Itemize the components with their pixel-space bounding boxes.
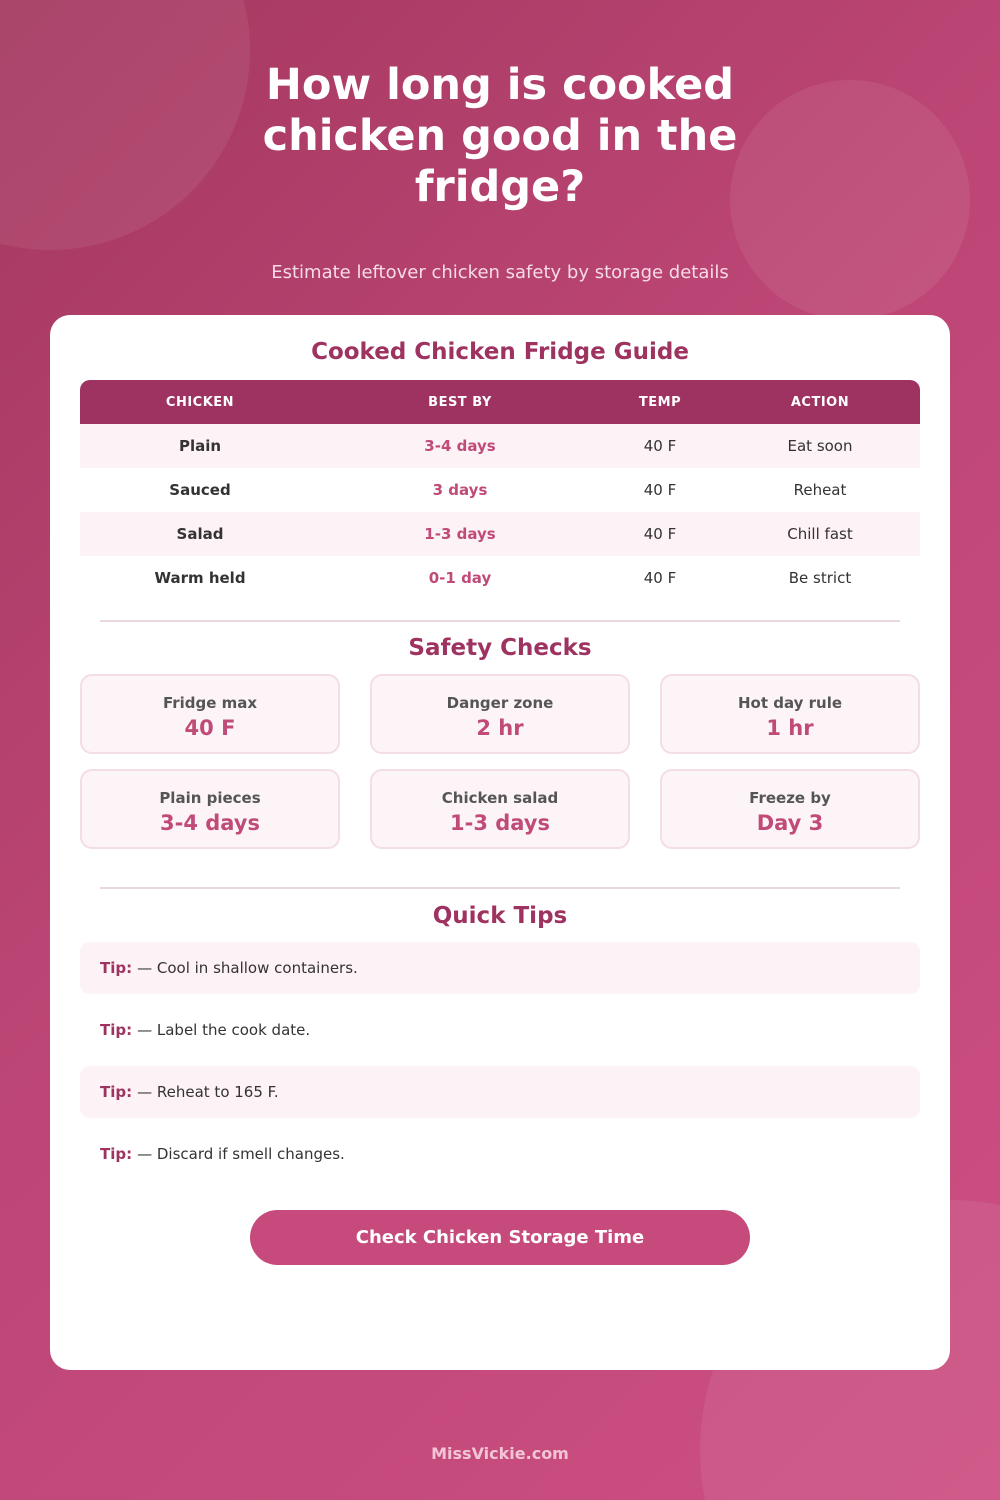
- column-header-best-by: BEST BY: [428, 394, 492, 410]
- cell-temp: 40 F: [643, 437, 677, 455]
- tip-text: — Cool in shallow containers.: [137, 959, 358, 977]
- guide-heading: Cooked Chicken Fridge Guide: [311, 339, 689, 365]
- check-storage-time-button[interactable]: Check Chicken Storage Time: [250, 1210, 750, 1265]
- column-header-chicken: CHICKEN: [165, 394, 235, 410]
- stat-card-plain-pieces: [80, 769, 340, 849]
- stat-card-hot-day-rule: [660, 674, 920, 754]
- cell-action: Eat soon: [787, 437, 853, 455]
- tip-label: Tip:: [100, 1021, 133, 1039]
- stat-card-chicken-salad: [370, 769, 630, 849]
- stat-value: 1-3 days: [450, 811, 550, 835]
- stat-label: Chicken salad: [441, 789, 559, 807]
- stat-label: Danger zone: [446, 694, 554, 712]
- stat-card-danger-zone: [370, 674, 630, 754]
- tip-text: — Discard if smell changes.: [137, 1145, 345, 1163]
- stat-card-freeze-by: [660, 769, 920, 849]
- cell-temp: 40 F: [643, 525, 677, 543]
- stat-value: 40 F: [184, 716, 236, 740]
- background-circle: [730, 80, 970, 320]
- section-divider: [100, 620, 900, 622]
- tip-item: [80, 1128, 920, 1180]
- page-subtitle: Estimate leftover chicken safety by storage details: [271, 262, 729, 283]
- cell-chicken: Sauced: [169, 481, 231, 499]
- tip-item: [80, 1004, 920, 1056]
- tip-label: Tip:: [100, 1083, 133, 1101]
- fridge-guide-table: [80, 380, 920, 600]
- tip-label: Tip:: [100, 959, 133, 977]
- stat-card-fridge-max: [80, 674, 340, 754]
- cell-action: Chill fast: [787, 525, 853, 543]
- cell-action: Be strict: [788, 569, 852, 587]
- stat-label: Freeze by: [749, 789, 831, 807]
- cell-best-by: 3-4 days: [424, 437, 496, 455]
- page-title: How long is cooked chicken good in the fridge?: [262, 60, 738, 212]
- stat-value: 2 hr: [476, 716, 524, 740]
- table-row: [80, 556, 920, 600]
- cell-chicken: Salad: [176, 525, 224, 543]
- content-card: [50, 315, 950, 1370]
- column-header-action: ACTION: [790, 394, 850, 410]
- safety-heading: Safety Checks: [408, 635, 592, 661]
- table-row: [80, 468, 920, 512]
- tip-label: Tip:: [100, 1145, 133, 1163]
- cell-action: Reheat: [793, 481, 847, 499]
- stat-label: Fridge max: [162, 694, 258, 712]
- stat-value: Day 3: [756, 811, 824, 835]
- stat-value: 1 hr: [766, 716, 814, 740]
- tip-text: — Reheat to 165 F.: [137, 1083, 279, 1101]
- background-circle: [0, 0, 250, 250]
- tips-heading: Quick Tips: [432, 903, 568, 929]
- section-divider: [100, 887, 900, 889]
- cell-chicken: Plain: [178, 437, 222, 455]
- table-row: [80, 512, 920, 556]
- tip-item: [80, 942, 920, 994]
- tip-item: [80, 1066, 920, 1118]
- table-header: [80, 380, 920, 424]
- stat-label: Hot day rule: [737, 694, 843, 712]
- table-row: [80, 424, 920, 468]
- stat-label: Plain pieces: [159, 789, 261, 807]
- cell-best-by: 3 days: [432, 481, 488, 499]
- stat-value: 3-4 days: [160, 811, 260, 835]
- cell-temp: 40 F: [643, 569, 677, 587]
- footer-brand: MissVickie.com: [431, 1444, 569, 1463]
- cell-temp: 40 F: [643, 481, 677, 499]
- cell-best-by: 1-3 days: [424, 525, 496, 543]
- tip-text: — Label the cook date.: [137, 1021, 311, 1039]
- cell-chicken: Warm held: [154, 569, 246, 587]
- cell-best-by: 0-1 day: [428, 569, 492, 587]
- column-header-temp: TEMP: [638, 394, 682, 410]
